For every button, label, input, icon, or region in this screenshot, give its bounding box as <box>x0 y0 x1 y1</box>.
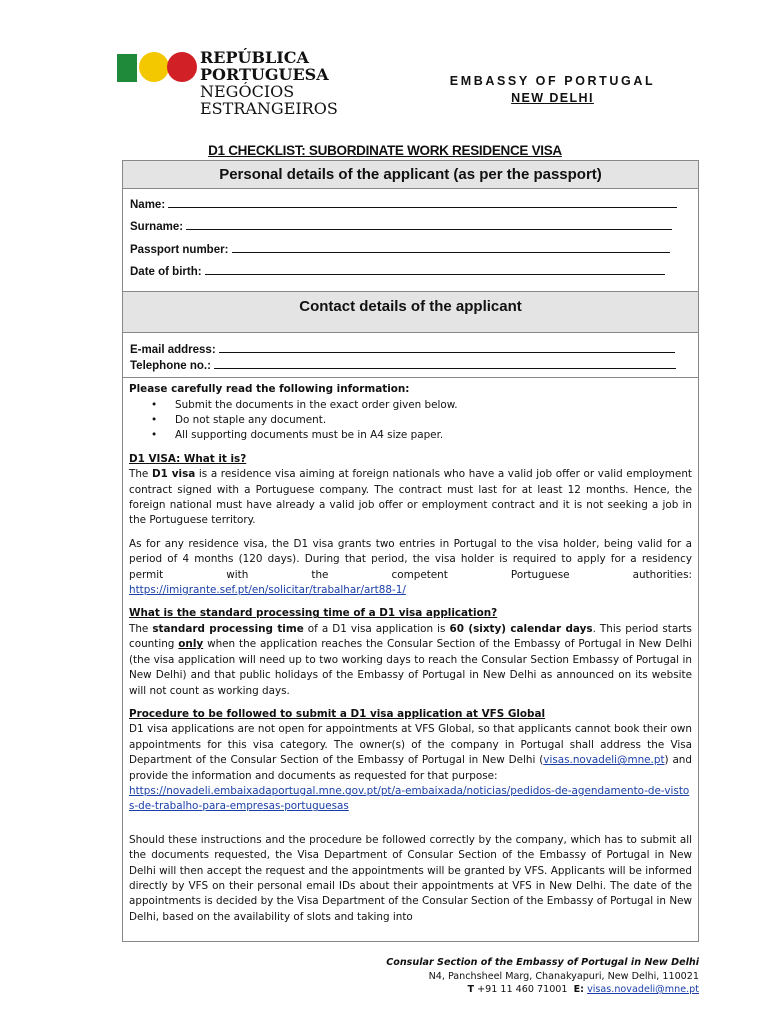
logo-text <box>200 49 338 117</box>
procedure-heading: Procedure to be followed to submit a D1 visa application at VFS Global <box>129 707 546 720</box>
phone-field[interactable] <box>130 357 691 373</box>
dob-input-line[interactable] <box>205 263 665 275</box>
footer-email-link[interactable]: visas.novadeli@mne.pt <box>587 984 699 995</box>
info-bullets <box>151 398 692 444</box>
dob-field[interactable] <box>130 263 691 285</box>
contact-details-heading: Contact details of the applicant <box>123 292 698 333</box>
name-label: Name: <box>130 199 166 211</box>
d1-paragraph-1: The D1 visa is a residence visa aiming at foreign nationals who have a valid job offer or valid employment contract signed with a Portuguese company. The contract must last for at least 12 months. Hence, the foreign national must have already a valid job offer or employment contract and it is not seeking a job in the Portuguese territory. <box>129 468 692 527</box>
logo-green-shape <box>117 54 137 82</box>
visa-email-link[interactable]: visas.novadeli@mne.pt <box>543 754 665 767</box>
surname-input-line[interactable] <box>186 218 672 230</box>
name-input-line[interactable] <box>168 196 677 208</box>
contact-details-fields <box>123 333 698 378</box>
info-bullet: • Do not staple any document. <box>151 413 692 428</box>
phone-input-line[interactable] <box>214 357 676 369</box>
info-bullet: • All supporting documents must be in A4 size paper. <box>151 428 692 443</box>
document-title: D1 CHECKLIST: SUBORDINATE WORK RESIDENCE VISA <box>208 143 562 158</box>
embassy-header <box>430 73 675 107</box>
footer-title: Consular Section of the Embassy of Portugal in New Delhi <box>386 957 699 968</box>
email-label: E-mail address: <box>130 344 216 357</box>
logo-red-circle <box>167 52 197 82</box>
logo-line-2: PORTUGUESA <box>200 65 329 84</box>
footer-address: N4, Panchsheel Marg, Chanakyapuri, New Delhi, 110021 <box>428 970 699 982</box>
info-intro: Please carefully read the following information: <box>129 383 410 396</box>
procedure-paragraph-2: Should these instructions and the procedure be followed correctly by the company, which has to submit all the documents requested, the Visa Department of Consular Section of the Embassy of Portugal in New Delhi will then accept the request and the appointments will be granted by VFS. Applicants will be informed directly by VFS on their personal email IDs about their appointments at VFS in New Delhi. The date of the appointments is decided by the Visa Department of the Consular Section of the Embassy of Portugal in New Delhi, based on the availability of slots and taking into <box>129 833 692 923</box>
email-input-line[interactable] <box>219 341 675 353</box>
procedure-paragraph-1: D1 visa applications are not open for appointments at VFS Global, so that applicants cannot book their own appointments for this visa category. The owner(s) of the company in Portugal shall address the Visa Department of the Consular Section of the Embassy of Portugal in New Delhi (visas.novadeli@mne.pt) and provide the information and documents as requested for that purpose: <box>129 723 692 782</box>
personal-details-fields <box>123 189 698 292</box>
logo-line-1: REPÚBLICA <box>200 48 309 67</box>
checklist-form <box>122 160 699 942</box>
dob-label: Date of birth: <box>130 265 202 278</box>
surname-field[interactable] <box>130 218 691 240</box>
surname-label: Surname: <box>130 221 184 234</box>
footer <box>386 956 699 997</box>
processing-paragraph: The standard processing time of a D1 visa application is 60 (sixty) calendar days. This period starts counting only when the application reaches the Consular Section of the Embassy of Portugal in New Delhi (the visa application will need up to two working days to reach the Consular Section Embassy of Portugal in New Delhi) and that public holidays of the Embassy of Portugal in New Delhi as announced on its website will not count as working days. <box>129 622 692 697</box>
d1-paragraph-2: As for any residence visa, the D1 visa grants two entries in Portugal to the visa holder, being valid for a period of 4 months (120 days). During that period, the visa holder is required to apply for a residency permit with the competent Portuguese authorities: <box>129 537 692 581</box>
footer-contact: T +91 11 460 71001 E: visas.novadeli@mne.pt <box>467 984 699 995</box>
info-bullet: • Submit the documents in the exact order given below. <box>151 398 692 413</box>
name-field[interactable] <box>130 196 691 218</box>
personal-details-heading: Personal details of the applicant (as per the passport) <box>123 161 698 189</box>
logo <box>117 49 338 117</box>
email-field[interactable] <box>130 341 691 357</box>
passport-field[interactable] <box>130 241 691 263</box>
sef-link[interactable]: https://imigrante.sef.pt/en/solicitar/trabalhar/art88-1/ <box>129 584 406 597</box>
information-body <box>123 378 698 925</box>
footer-phone: +91 11 460 71001 <box>477 984 568 995</box>
logo-line-4: ESTRANGEIROS <box>200 99 338 118</box>
d1-heading: D1 VISA: What it is? <box>129 452 247 465</box>
logo-emblem <box>117 52 207 88</box>
processing-heading: What is the standard processing time of a D1 visa application? <box>129 607 498 620</box>
embassy-name: EMBASSY OF PORTUGAL <box>449 74 656 88</box>
appointment-request-link[interactable]: https://novadeli.embaixadaportugal.mne.gov.pt/pt/a-embaixada/noticias/pedidos-de-agendamento-de-vistos-de-trabalho-para-empresas-portuguesas <box>129 784 690 813</box>
passport-input-line[interactable] <box>232 241 670 253</box>
passport-label: Passport number: <box>130 243 229 256</box>
embassy-city: NEW DELHI <box>511 91 594 105</box>
logo-line-3: NEGÓCIOS <box>200 82 295 101</box>
phone-label: Telephone no.: <box>130 360 211 373</box>
logo-yellow-circle <box>139 52 169 82</box>
